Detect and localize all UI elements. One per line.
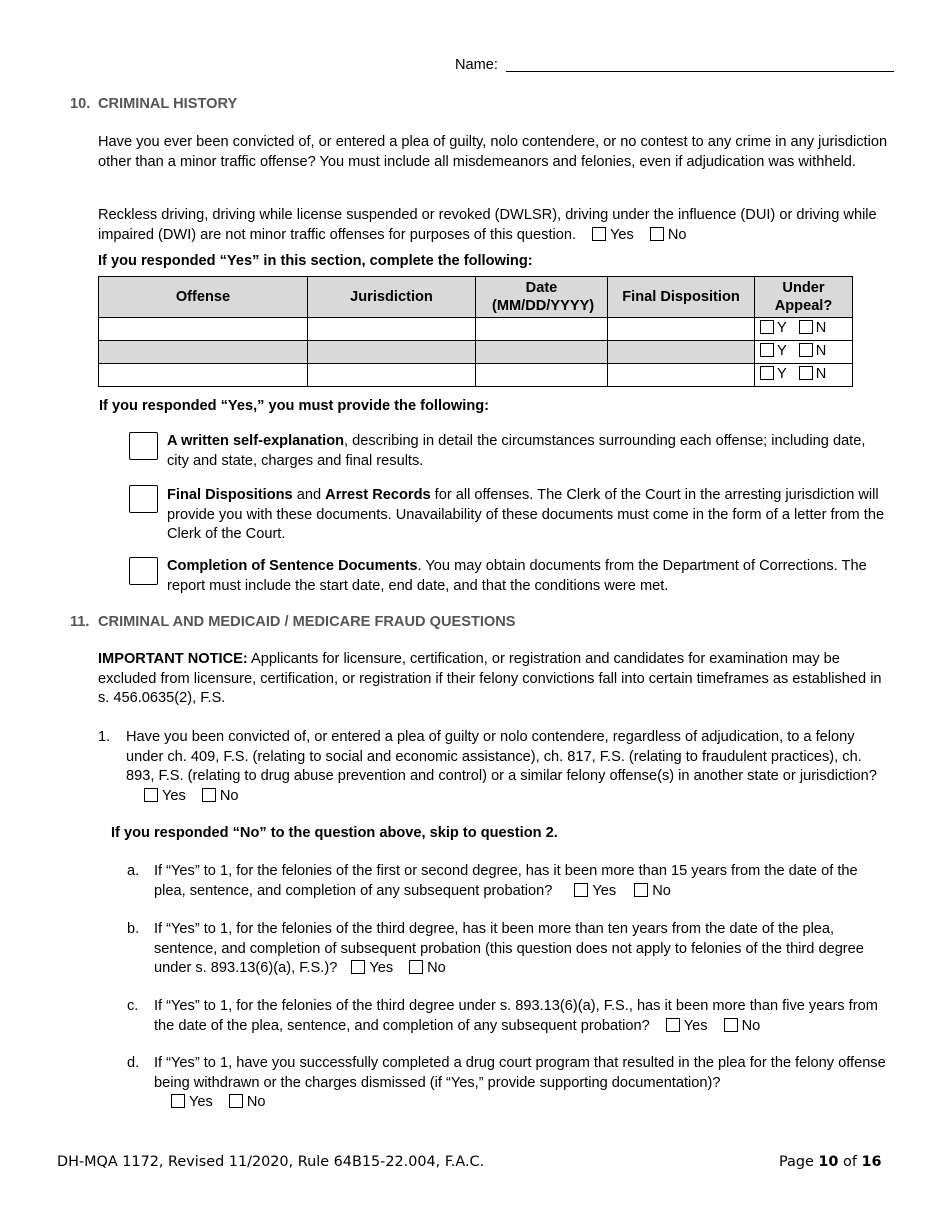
checkbox-d-no[interactable] bbox=[229, 1094, 243, 1108]
cell-offense[interactable] bbox=[99, 341, 308, 364]
sub-c-text: If “Yes” to 1, for the felonies of the third degree under s. 893.13(6)(a), F.S., has it been more than five years from the date of the plea, sentence, and completion of any subsequent probation? bbox=[154, 998, 878, 1034]
requirement-title: Final Dispositions bbox=[167, 487, 293, 503]
requirement-text: . You may obtain documents from the Department of Corrections. The report must include the start date, end date, and that the conditions were met. bbox=[167, 558, 867, 594]
requirement-title: Completion of Sentence Documents bbox=[167, 558, 418, 574]
cell-under-appeal bbox=[755, 318, 853, 341]
requirement-final-dispositions bbox=[167, 486, 887, 545]
checkbox-a-no[interactable] bbox=[634, 883, 648, 897]
sub-question-d bbox=[154, 1054, 892, 1113]
header-offense: Offense bbox=[99, 277, 308, 318]
no-label: No bbox=[427, 960, 446, 976]
requirement-self-explanation bbox=[167, 432, 887, 471]
y-label: Y bbox=[777, 343, 787, 360]
no-label: No bbox=[246, 1094, 266, 1110]
page-number bbox=[779, 1153, 882, 1173]
yes-label: Yes bbox=[683, 1017, 708, 1034]
header-final-disposition: Final Disposition bbox=[608, 277, 755, 318]
sub-question-c bbox=[154, 997, 896, 1036]
header-under-appeal: Under Appeal? bbox=[755, 277, 853, 318]
section-11-number: 11. bbox=[70, 614, 90, 630]
no-label: No bbox=[652, 882, 671, 899]
skip-note: If you responded “No” to the question above, skip to question 2. bbox=[111, 825, 558, 841]
checkbox-criminal-history-yes[interactable] bbox=[592, 227, 606, 241]
important-notice-label: IMPORTANT NOTICE: bbox=[98, 651, 248, 667]
reckless-driving-question bbox=[98, 206, 893, 245]
sub-b-text: If “Yes” to 1, for the felonies of the third degree, has it been more than ten years from the date of the plea, sentence, and completion of subsequent probation (this question does not apply to felonies of the third degree under s. 893.13(6)(a), F.S.)? bbox=[154, 921, 864, 976]
requirement-title-2: Arrest Records bbox=[325, 487, 431, 503]
header-date: Date (MM/DD/YYYY) bbox=[476, 277, 608, 318]
section-10-title: CRIMINAL HISTORY bbox=[98, 96, 238, 112]
cell-final-disposition[interactable] bbox=[608, 318, 755, 341]
sub-c-letter: c. bbox=[127, 998, 139, 1014]
n-label: N bbox=[815, 366, 827, 383]
checkbox-appeal-n[interactable] bbox=[799, 343, 813, 357]
checkbox-b-yes[interactable] bbox=[351, 960, 365, 974]
y-label: Y bbox=[777, 320, 787, 337]
page-total: 16 bbox=[861, 1154, 882, 1170]
table-row bbox=[99, 341, 853, 364]
checkbox-d-yes[interactable] bbox=[171, 1094, 185, 1108]
sub-question-b bbox=[154, 920, 892, 979]
sub-b-letter: b. bbox=[127, 921, 140, 937]
sub-a-letter: a. bbox=[127, 863, 140, 879]
cell-date[interactable] bbox=[476, 341, 608, 364]
requirement-text: , describing in detail the circumstances surrounding each offense; including date, city and state, charges and final results. bbox=[167, 433, 866, 469]
name-input-line[interactable] bbox=[506, 71, 894, 72]
no-label: No bbox=[219, 787, 239, 804]
cell-under-appeal bbox=[755, 341, 853, 364]
cell-jurisdiction[interactable] bbox=[308, 341, 476, 364]
question-1-number: 1. bbox=[98, 729, 111, 745]
page-current: 10 bbox=[818, 1154, 839, 1170]
cell-offense[interactable] bbox=[99, 364, 308, 387]
page-word: Page bbox=[779, 1154, 814, 1170]
checkbox-appeal-n[interactable] bbox=[799, 320, 813, 334]
important-notice-text: Applicants for licensure, certification, or registration and candidates for examination may be excluded from licensure, certification, or registration if their felony convictions fall into certain timeframes as established in s. 456.0635(2), F.S. bbox=[98, 651, 882, 706]
complete-following-heading: If you responded “Yes” in this section, complete the following: bbox=[98, 253, 533, 269]
cell-date[interactable] bbox=[476, 318, 608, 341]
requirement-text-2: for all offenses. The Clerk of the Court in the arresting jurisdiction will provide you with these documents. Unavailability of these documents must come in the form of a letter from the Clerk of the Court. bbox=[167, 487, 885, 542]
checkbox-final-dispositions[interactable] bbox=[129, 485, 158, 513]
cell-offense[interactable] bbox=[99, 318, 308, 341]
requirement-completion-of-sentence bbox=[167, 557, 892, 596]
no-label: No bbox=[667, 226, 687, 243]
n-label: N bbox=[815, 320, 827, 337]
yes-label: Yes bbox=[369, 960, 394, 976]
important-notice bbox=[98, 650, 893, 709]
reckless-driving-text: Reckless driving, driving while license suspended or revoked (DWLSR), driving under the influence (DUI) or driving while impaired (DWI) are not minor traffic offenses for purposes of this question. bbox=[98, 207, 877, 243]
checkbox-self-explanation[interactable] bbox=[129, 432, 158, 460]
y-label: Y bbox=[777, 366, 787, 383]
table-row bbox=[99, 364, 853, 387]
cell-date[interactable] bbox=[476, 364, 608, 387]
cell-jurisdiction[interactable] bbox=[308, 364, 476, 387]
cell-under-appeal bbox=[755, 364, 853, 387]
cell-final-disposition[interactable] bbox=[608, 341, 755, 364]
checkbox-c-yes[interactable] bbox=[666, 1018, 680, 1032]
cell-final-disposition[interactable] bbox=[608, 364, 755, 387]
sub-d-letter: d. bbox=[127, 1055, 140, 1071]
checkbox-a-yes[interactable] bbox=[574, 883, 588, 897]
sub-question-a bbox=[154, 862, 892, 901]
section-10-number: 10. bbox=[70, 96, 91, 112]
checkbox-b-no[interactable] bbox=[409, 960, 423, 974]
question-1-text: Have you been convicted of, or entered a plea of guilty or nolo contendere, regardless of adjudication, to a felony under ch. 409, F.S. (relating to social and economic assistance), ch. 817, F.S. (relating to fraudulent practices), ch. 893, F.S. (relating to drug abuse prevention and control) or a similar felony offense(s) in another state or jurisdiction? bbox=[126, 729, 877, 784]
checkbox-q1-no[interactable] bbox=[202, 788, 216, 802]
question-1 bbox=[126, 728, 893, 806]
table-header-row bbox=[99, 277, 853, 318]
page-of: of bbox=[843, 1154, 857, 1170]
sub-d-text: If “Yes” to 1, have you successfully completed a drug court program that resulted in the plea for the felony offense being withdrawn or the charges dismissed (if “Yes,” provide supporting documentation)? bbox=[154, 1055, 886, 1091]
checkbox-appeal-y[interactable] bbox=[760, 343, 774, 357]
header-jurisdiction: Jurisdiction bbox=[308, 277, 476, 318]
checkbox-q1-yes[interactable] bbox=[144, 788, 158, 802]
checkbox-appeal-y[interactable] bbox=[760, 320, 774, 334]
checkbox-appeal-n[interactable] bbox=[799, 366, 813, 380]
no-label: No bbox=[741, 1017, 761, 1034]
n-label: N bbox=[815, 343, 827, 360]
requirement-text: and bbox=[292, 487, 326, 503]
checkbox-appeal-y[interactable] bbox=[760, 366, 774, 380]
checkbox-c-no[interactable] bbox=[724, 1018, 738, 1032]
criminal-history-question: Have you ever been convicted of, or entered a plea of guilty, nolo contendere, or no contest to any crime in any jurisdiction other than a minor traffic offense? You must include all misdemeanors and felonies, even if adjudication was withheld. bbox=[98, 134, 888, 170]
sub-a-text: If “Yes” to 1, for the felonies of the first or second degree, has it been more than 15 years from the date of the plea, sentence, and completion of any subsequent probation? bbox=[154, 863, 858, 899]
yes-label: Yes bbox=[162, 787, 186, 804]
yes-label: Yes bbox=[189, 1094, 213, 1110]
yes-label: Yes bbox=[610, 226, 634, 243]
provide-following-heading: If you responded “Yes,” you must provide the following: bbox=[99, 398, 490, 414]
yes-label: Yes bbox=[592, 882, 617, 899]
criminal-history-table bbox=[98, 276, 853, 387]
form-identifier: DH-MQA 1172, Revised 11/2020, Rule 64B15-22.004, F.A.C. bbox=[57, 1154, 485, 1170]
cell-jurisdiction[interactable] bbox=[308, 318, 476, 341]
checkbox-completion-of-sentence[interactable] bbox=[129, 557, 158, 585]
checkbox-criminal-history-no[interactable] bbox=[650, 227, 664, 241]
table-row bbox=[99, 318, 853, 341]
requirement-title: A written self-explanation bbox=[167, 433, 345, 449]
section-11-title: CRIMINAL AND MEDICAID / MEDICARE FRAUD QUESTIONS bbox=[98, 614, 516, 630]
name-label: Name: bbox=[455, 57, 498, 73]
